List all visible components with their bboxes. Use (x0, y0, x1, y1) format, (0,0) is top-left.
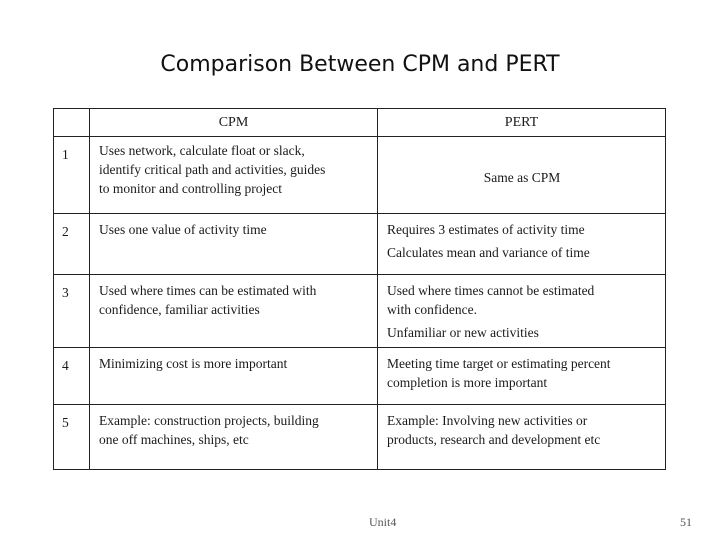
table-row (54, 405, 666, 470)
row-number: 1 (54, 137, 90, 214)
cpm-cell (90, 347, 378, 404)
cell-line: Example: construction projects, building (99, 413, 319, 429)
header-pert: PERT (378, 109, 666, 137)
row-number: 4 (54, 347, 90, 404)
page-number: 51 (680, 515, 692, 529)
cell-line: confidence, familiar activities (99, 302, 260, 318)
pert-cell (378, 275, 666, 348)
cpm-cell (90, 213, 378, 275)
cpm-cell (90, 275, 378, 348)
cell-line: Minimizing cost is more important (99, 355, 288, 371)
table-row (54, 137, 666, 214)
cell-line: to monitor and controlling project (99, 181, 282, 197)
cell-line: Used where times can be estimated with (99, 283, 317, 299)
footer-unit-label: Unit4 (369, 515, 397, 529)
table-row (54, 275, 666, 348)
row-number: 3 (54, 275, 90, 348)
row-number: 5 (54, 405, 90, 470)
cell-line: identify critical path and activities, guides (99, 162, 326, 178)
slide-title: Comparison Between CPM and PERT (160, 52, 560, 77)
cell-line: Example: Involving new activities or (387, 413, 588, 429)
cell-line: Used where times cannot be estimated (387, 283, 595, 299)
pert-cell (378, 137, 666, 214)
header-number (54, 109, 90, 137)
cell-line: with confidence. (387, 302, 477, 318)
comparison-table (53, 108, 666, 470)
cell-line: one off machines, ships, etc (99, 432, 249, 448)
cell-line: products, research and development etc (387, 432, 601, 448)
table-row (54, 213, 666, 275)
table-header-row (54, 109, 666, 137)
cpm-cell (90, 405, 378, 470)
cpm-cell (90, 137, 378, 214)
cell-line: Uses network, calculate float or slack, (99, 143, 305, 159)
cell-line: Unfamiliar or new activities (387, 325, 539, 341)
pert-cell (378, 347, 666, 404)
header-cpm: CPM (90, 109, 378, 137)
cell-line: Calculates mean and variance of time (387, 244, 590, 260)
cell-line: Meeting time target or estimating percent (387, 355, 611, 371)
cell-line: Same as CPM (483, 169, 561, 185)
row-number: 2 (54, 213, 90, 275)
pert-cell (378, 213, 666, 275)
cell-line: Requires 3 estimates of activity time (387, 221, 585, 237)
table-row (54, 347, 666, 404)
pert-cell (378, 405, 666, 470)
cell-line: completion is more important (387, 374, 548, 390)
cell-line: Uses one value of activity time (99, 221, 267, 237)
